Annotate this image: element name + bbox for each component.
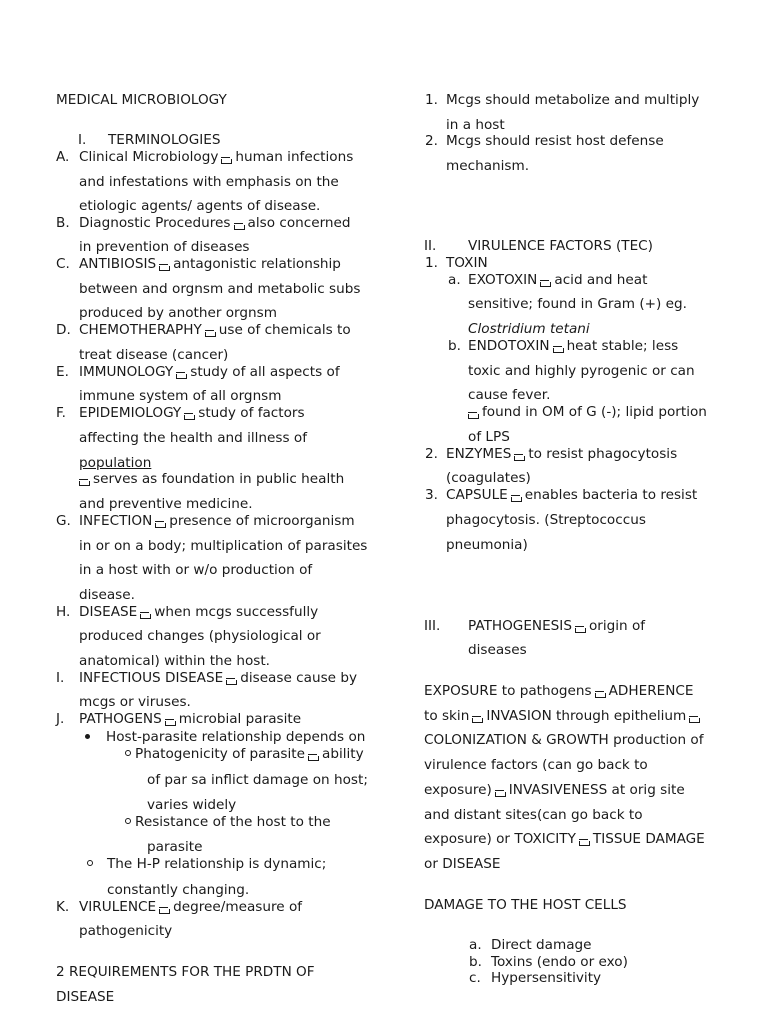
term-line: treat disease (cancer)	[79, 347, 229, 363]
list-line: phagocytosis. (Streptococcus	[446, 512, 646, 528]
list-number: 1.	[425, 255, 438, 271]
arrow-icon	[553, 348, 564, 353]
term-line: VIRULENCE degree/measure of	[79, 899, 303, 915]
list-letter: E.	[56, 364, 69, 380]
arrow-icon	[165, 721, 176, 726]
term-line: and preventive medicine.	[79, 496, 253, 512]
section-heading: 2 REQUIREMENTS FOR THE PRDTN OF	[56, 964, 315, 980]
list-line: CAPSULE enables bacteria to resist	[446, 487, 698, 503]
list-letter: a.	[448, 272, 461, 288]
term-line: immune system of all orgnsm	[79, 388, 282, 404]
list-line: ENDOTOXIN heat stable; less	[468, 338, 679, 354]
arrow-icon	[176, 374, 187, 379]
paragraph-line: exposure) or TOXICITY TISSUE DAMAGE	[424, 831, 705, 847]
list-letter: I.	[56, 670, 65, 686]
list-letter: J.	[56, 711, 65, 727]
list-line: cause fever.	[468, 387, 551, 403]
section-heading: DAMAGE TO THE HOST CELLS	[424, 897, 627, 913]
arrow-icon	[159, 266, 170, 271]
section-heading: PATHOGENESIS origin of	[468, 618, 646, 634]
list-line: Hypersensitivity	[491, 970, 602, 986]
term-line: etiologic agents/ agents of disease.	[79, 198, 321, 214]
arrow-icon	[472, 718, 483, 723]
arrow-icon	[689, 718, 700, 723]
list-letter: a.	[469, 937, 482, 953]
arrow-icon	[184, 415, 195, 420]
list-line: Mcgs should metabolize and multiply	[446, 92, 700, 108]
list-line: Direct damage	[491, 937, 592, 953]
term-line: IMMUNOLOGY study of all aspects of	[79, 364, 340, 380]
arrow-icon	[468, 414, 479, 419]
list-number: 1.	[425, 92, 438, 108]
list-letter: A.	[56, 149, 70, 165]
list-letter: b.	[448, 338, 461, 354]
list-line: in a host	[446, 117, 505, 133]
list-line: found in OM of G (-); lipid portion	[468, 404, 707, 421]
paragraph-line: exposure) INVASIVENESS at orig site	[424, 782, 685, 798]
document-title: MEDICAL MICROBIOLOGY	[56, 92, 227, 108]
term-line: produced by another orgnsm	[79, 305, 277, 321]
term-line: affecting the health and illness of	[79, 430, 307, 446]
term-line: in prevention of diseases	[79, 239, 250, 255]
paragraph-line: or DISEASE	[424, 856, 501, 872]
term-line: between and orgnsm and metabolic subs	[79, 281, 361, 297]
list-letter: H.	[56, 604, 71, 620]
section-heading: TERMINOLOGIES	[108, 132, 221, 148]
arrow-icon	[495, 792, 506, 797]
paragraph-line: COLONIZATION & GROWTH production of	[424, 732, 704, 748]
bullet-icon	[85, 729, 90, 746]
term-line: CHEMOTHERAPHY use of chemicals to	[79, 322, 351, 338]
paragraph-line: virulence factors (can go back to	[424, 757, 648, 773]
arrow-icon	[205, 332, 216, 337]
term-line: pathogenicity	[79, 923, 173, 939]
list-number: 3.	[425, 487, 438, 503]
arrow-icon	[226, 680, 237, 685]
arrow-icon	[540, 282, 551, 287]
paragraph-line: and distant sites(can go back to	[424, 807, 643, 823]
paragraph-line: to skin INVASION through epithelium	[424, 708, 703, 725]
term-line: serves as foundation in public health	[79, 471, 344, 488]
term-line: mcgs or viruses.	[79, 694, 191, 710]
list-letter: G.	[56, 513, 71, 529]
arrow-icon	[595, 693, 606, 698]
arrow-icon	[308, 756, 319, 761]
bullet-line: The H-P relationship is dynamic;	[107, 856, 327, 872]
term-line: in a host with or w/o production of	[79, 562, 313, 578]
term-line: EPIDEMIOLOGY study of factors	[79, 405, 305, 421]
list-number: 2.	[425, 133, 438, 149]
section-heading: DISEASE	[56, 989, 115, 1005]
term-line: INFECTION presence of microorganism	[79, 513, 355, 529]
term-line: and infestations with emphasis on the	[79, 174, 339, 190]
term-line: produced changes (physiological or	[79, 628, 321, 644]
bullet-line: Host-parasite relationship depends on	[106, 729, 366, 745]
term-line: in or on a body; multiplication of parasites	[79, 538, 368, 554]
arrow-icon	[140, 614, 151, 619]
section-number: I.	[78, 132, 87, 148]
list-line: EXOTOXIN acid and heat	[468, 272, 648, 288]
arrow-icon	[511, 497, 522, 502]
list-number: 2.	[425, 446, 438, 462]
term-line: anatomical) within the host.	[79, 653, 270, 669]
arrow-icon	[79, 481, 90, 486]
list-line: of LPS	[468, 429, 510, 445]
sub-bullet-line: Phatogenicity of parasite ability	[135, 746, 364, 762]
list-letter: D.	[56, 322, 71, 338]
section-heading: diseases	[468, 642, 527, 658]
list-line: TOXIN	[446, 255, 488, 271]
arrow-icon	[159, 909, 170, 914]
list-letter: b.	[469, 954, 482, 970]
section-number: II.	[424, 238, 437, 254]
arrow-icon	[575, 628, 586, 633]
arrow-icon	[579, 841, 590, 846]
list-letter: B.	[56, 215, 70, 231]
list-line: Mcgs should resist host defense	[446, 133, 664, 149]
list-line: pneumonia)	[446, 537, 528, 553]
list-line: (coagulates)	[446, 470, 531, 486]
list-line: sensitive; found in Gram (+) eg.	[468, 296, 687, 312]
arrow-icon	[234, 225, 245, 230]
list-line: ENZYMES to resist phagocytosis	[446, 446, 678, 462]
arrow-icon	[514, 456, 525, 461]
arrow-icon	[221, 159, 232, 164]
species-name: Clostridium tetani	[468, 321, 590, 337]
list-line: mechanism.	[446, 158, 530, 174]
arrow-icon	[155, 523, 166, 528]
term-line: PATHOGENS microbial parasite	[79, 711, 302, 727]
list-line: toxic and highly pyrogenic or can	[468, 363, 695, 379]
section-heading: VIRULENCE FACTORS (TEC)	[468, 238, 653, 254]
list-letter: K.	[56, 899, 70, 915]
section-number: III.	[424, 618, 441, 634]
sub-bullet-line: parasite	[147, 839, 203, 855]
list-line: Toxins (endo or exo)	[491, 954, 628, 970]
term-line: ANTIBIOSIS antagonistic relationship	[79, 256, 341, 272]
sub-bullet-icon	[87, 856, 93, 873]
paragraph-line: EXPOSURE to pathogens ADHERENCE	[424, 683, 694, 699]
term-line: DISEASE when mcgs successfully	[79, 604, 319, 620]
term-line: INFECTIOUS DISEASE disease cause by	[79, 670, 358, 686]
list-letter: C.	[56, 256, 70, 272]
list-letter: F.	[56, 405, 66, 421]
list-letter: c.	[469, 970, 481, 986]
term-line-underlined: population	[79, 455, 152, 471]
bullet-line: constantly changing.	[107, 882, 250, 898]
term-line: disease.	[79, 587, 135, 603]
sub-bullet-line: Resistance of the host to the	[135, 814, 331, 830]
term-line: Diagnostic Procedures also concerned	[79, 215, 351, 231]
term-line: Clinical Microbiology human infections	[79, 149, 354, 165]
sub-bullet-line: varies widely	[147, 797, 237, 813]
sub-bullet-line: of par sa inflict damage on host;	[147, 772, 368, 788]
sub-bullet-icon	[125, 746, 131, 763]
sub-bullet-icon	[125, 814, 131, 831]
